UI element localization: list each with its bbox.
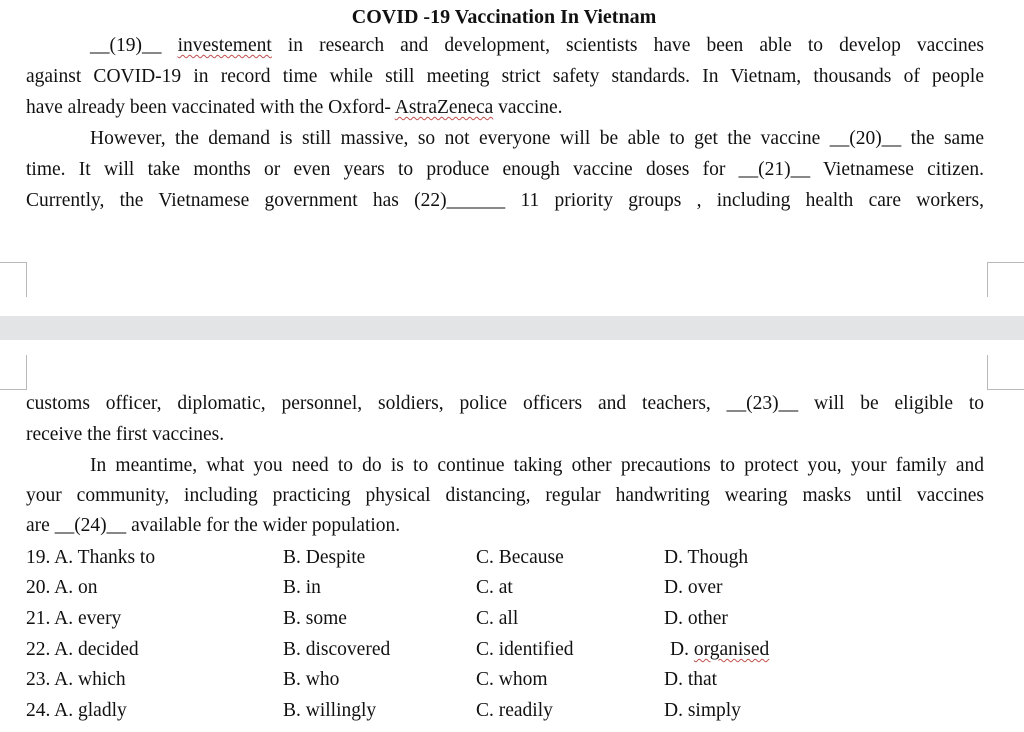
q20-option-a: 20. A. on [26, 577, 98, 598]
q22-option-b: B. discovered [283, 639, 391, 660]
q22-option-d [670, 638, 769, 662]
paragraph2-line2-start: time. It will take months or even years to produce enough vaccine doses for [26, 159, 726, 180]
document-page-bottom [0, 340, 1024, 732]
paragraph3-line1-end: will be eligible to [814, 393, 985, 414]
q22-option-d-prefix: D. [670, 639, 689, 660]
paragraph3-line1 [26, 392, 984, 416]
page-corner-mark-left [0, 262, 27, 297]
paragraph1-line3-end: vaccine. [498, 97, 563, 118]
flagged-word-investement: investement [177, 35, 272, 56]
q24-option-d: D. simply [664, 700, 741, 721]
q22-option-a: 22. A. decided [26, 639, 139, 660]
paragraph4-line1: In meantime, what you need to do is to continue taking other precautions to protect you, your family and [90, 455, 984, 476]
blank-20: __(20)__ [829, 128, 902, 149]
q20-option-b: B. in [283, 577, 321, 598]
document-title: COVID -19 Vaccination In Vietnam [351, 6, 657, 28]
page-corner-mark-right [987, 262, 1024, 297]
blank-19: __(19)__ [90, 35, 162, 56]
paragraph4-line3-end: available for the wider population. [131, 515, 401, 536]
q21-option-d: D. other [664, 608, 728, 629]
q23-option-b: B. who [283, 669, 340, 690]
paragraph4-line3-start: are [26, 515, 50, 536]
q24-option-c: C. readily [476, 700, 553, 721]
paragraph2-line3 [26, 189, 984, 213]
q23-option-d: D. that [664, 669, 718, 690]
document-page-top [0, 0, 1024, 316]
blank-21: __(21)__ [738, 159, 811, 180]
q24-option-b: B. willingly [283, 700, 377, 721]
paragraph2-line2 [26, 158, 984, 182]
paragraph2-line3-end: 11 priority groups , including health care workers, [520, 190, 984, 211]
paragraph4-line3 [26, 514, 400, 538]
paragraph1-line3 [26, 96, 563, 120]
flagged-word-organised: organised [693, 639, 770, 660]
blank-24: __(24)__ [54, 515, 127, 536]
paragraph2-line1 [26, 127, 984, 151]
q21-option-c: C. all [476, 608, 519, 629]
blank-22: ______ [446, 190, 506, 211]
q24-option-a: 24. A. gladly [26, 700, 127, 721]
paragraph1-line1 [26, 34, 984, 58]
flagged-word-astrazeneca: AstraZeneca [394, 97, 494, 118]
q22-option-c: C. identified [476, 639, 574, 660]
q21-option-b: B. some [283, 608, 347, 629]
q19-option-b: B. Despite [283, 547, 366, 568]
q23-option-a: 23. A. which [26, 669, 126, 690]
paragraph4-line2: your community, including practicing physical distancing, regular handwriting wearing masks until vaccines [26, 485, 984, 506]
paragraph1-line3-start: have already been vaccinated with the Oxford- [26, 97, 391, 118]
blank-23: __(23)__ [726, 393, 799, 414]
paragraph1-line2: against COVID-19 in record time while still meeting strict safety standards. In Vietnam, thousands of people [26, 66, 984, 87]
q19-option-c: C. Because [476, 547, 564, 568]
paragraph3-line2: receive the first vaccines. [26, 424, 225, 445]
q21-option-a: 21. A. every [26, 608, 122, 629]
paragraph1-line1-rest: in research and development, scientists have been able to develop vaccines [287, 35, 985, 56]
q23-option-c: C. whom [476, 669, 548, 690]
paragraph2-line3-start: Currently, the Vietnamese government has (22) [26, 190, 447, 211]
paragraph2-line1-start: However, the demand is still massive, so not everyone will be able to get the vaccine [90, 128, 821, 149]
paragraph3-line1-start: customs officer, diplomatic, personnel, soldiers, police officers and teachers, [26, 393, 711, 414]
page-break-gap [0, 316, 1024, 340]
q20-option-d: D. over [664, 577, 723, 598]
paragraph2-line2-end: Vietnamese citizen. [823, 159, 984, 180]
paragraph2-line1-end: the same [910, 128, 985, 149]
q19-option-d: D. Though [664, 547, 749, 568]
q19-option-a: 19. A. Thanks to [26, 547, 156, 568]
q20-option-c: C. at [476, 577, 513, 598]
